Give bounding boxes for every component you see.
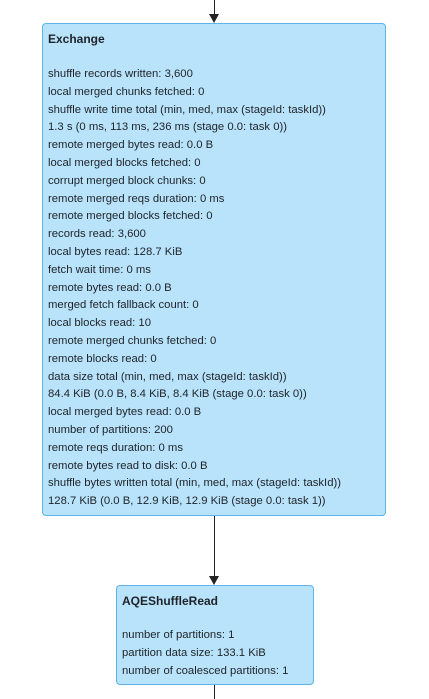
edge-aqe-outgoing [214, 685, 215, 699]
metric-line: shuffle records written: 3,600 [48, 68, 193, 80]
aqe-shuffle-read-metrics-list [122, 627, 313, 680]
metric-line: 128.7 KiB (0.0 B, 12.9 KiB, 12.9 KiB (stage 0.0: task 1)) [48, 495, 326, 508]
arrowhead-exchange-to-aqe [209, 576, 219, 585]
exchange-metrics-list [48, 66, 385, 511]
metric-line: remote reqs duration: 0 ms [48, 441, 183, 454]
metric-line: shuffle write time total (min, med, max (stageId: taskId)) [48, 103, 326, 116]
metric-line: 84.4 KiB (0.0 B, 8.4 KiB, 8.4 KiB (stage 0.0: task 0)) [48, 388, 307, 401]
metric-line: shuffle bytes written total (min, med, max (stageId: taskId)) [48, 477, 341, 490]
metric-line: remote merged reqs duration: 0 ms [48, 192, 225, 205]
edge-incoming-exchange [214, 0, 215, 14]
metric-line: corrupt merged block chunks: 0 [48, 174, 206, 187]
exchange-node-title: Exchange [48, 32, 105, 46]
metric-line: remote bytes read to disk: 0.0 B [48, 459, 208, 472]
metric-line: remote bytes read: 0.0 B [48, 281, 172, 294]
arrowhead-incoming-exchange [209, 14, 219, 23]
metric-line: number of partitions: 1 [122, 629, 235, 641]
metric-line: 1.3 s (0 ms, 113 ms, 236 ms (stage 0.0: task 0)) [48, 121, 287, 134]
metric-line: remote merged blocks fetched: 0 [48, 210, 213, 223]
metric-line: fetch wait time: 0 ms [48, 263, 151, 276]
metric-line: remote merged chunks fetched: 0 [48, 334, 217, 347]
metric-line: partition data size: 133.1 KiB [122, 646, 266, 659]
metric-line: merged fetch fallback count: 0 [48, 299, 199, 312]
metric-line: local blocks read: 10 [48, 317, 151, 330]
metric-line: remote merged bytes read: 0.0 B [48, 139, 214, 152]
aqe-shuffle-read-node[interactable] [116, 585, 314, 685]
metric-line: number of partitions: 200 [48, 423, 173, 436]
metric-line: local merged chunks fetched: 0 [48, 85, 205, 98]
metric-line: local bytes read: 128.7 KiB [48, 245, 183, 258]
metric-line: records read: 3,600 [48, 228, 146, 241]
metric-line: local merged blocks fetched: 0 [48, 156, 201, 169]
metric-line: remote blocks read: 0 [48, 352, 157, 365]
metric-line: local merged bytes read: 0.0 B [48, 406, 202, 419]
edge-exchange-to-aqe [214, 516, 215, 577]
aqe-shuffle-read-title: AQEShuffleRead [122, 594, 219, 608]
metric-line: data size total (min, med, max (stageId: taskId)) [48, 370, 287, 383]
metric-line: number of coalesced partitions: 1 [122, 664, 289, 677]
exchange-node[interactable] [42, 23, 386, 516]
